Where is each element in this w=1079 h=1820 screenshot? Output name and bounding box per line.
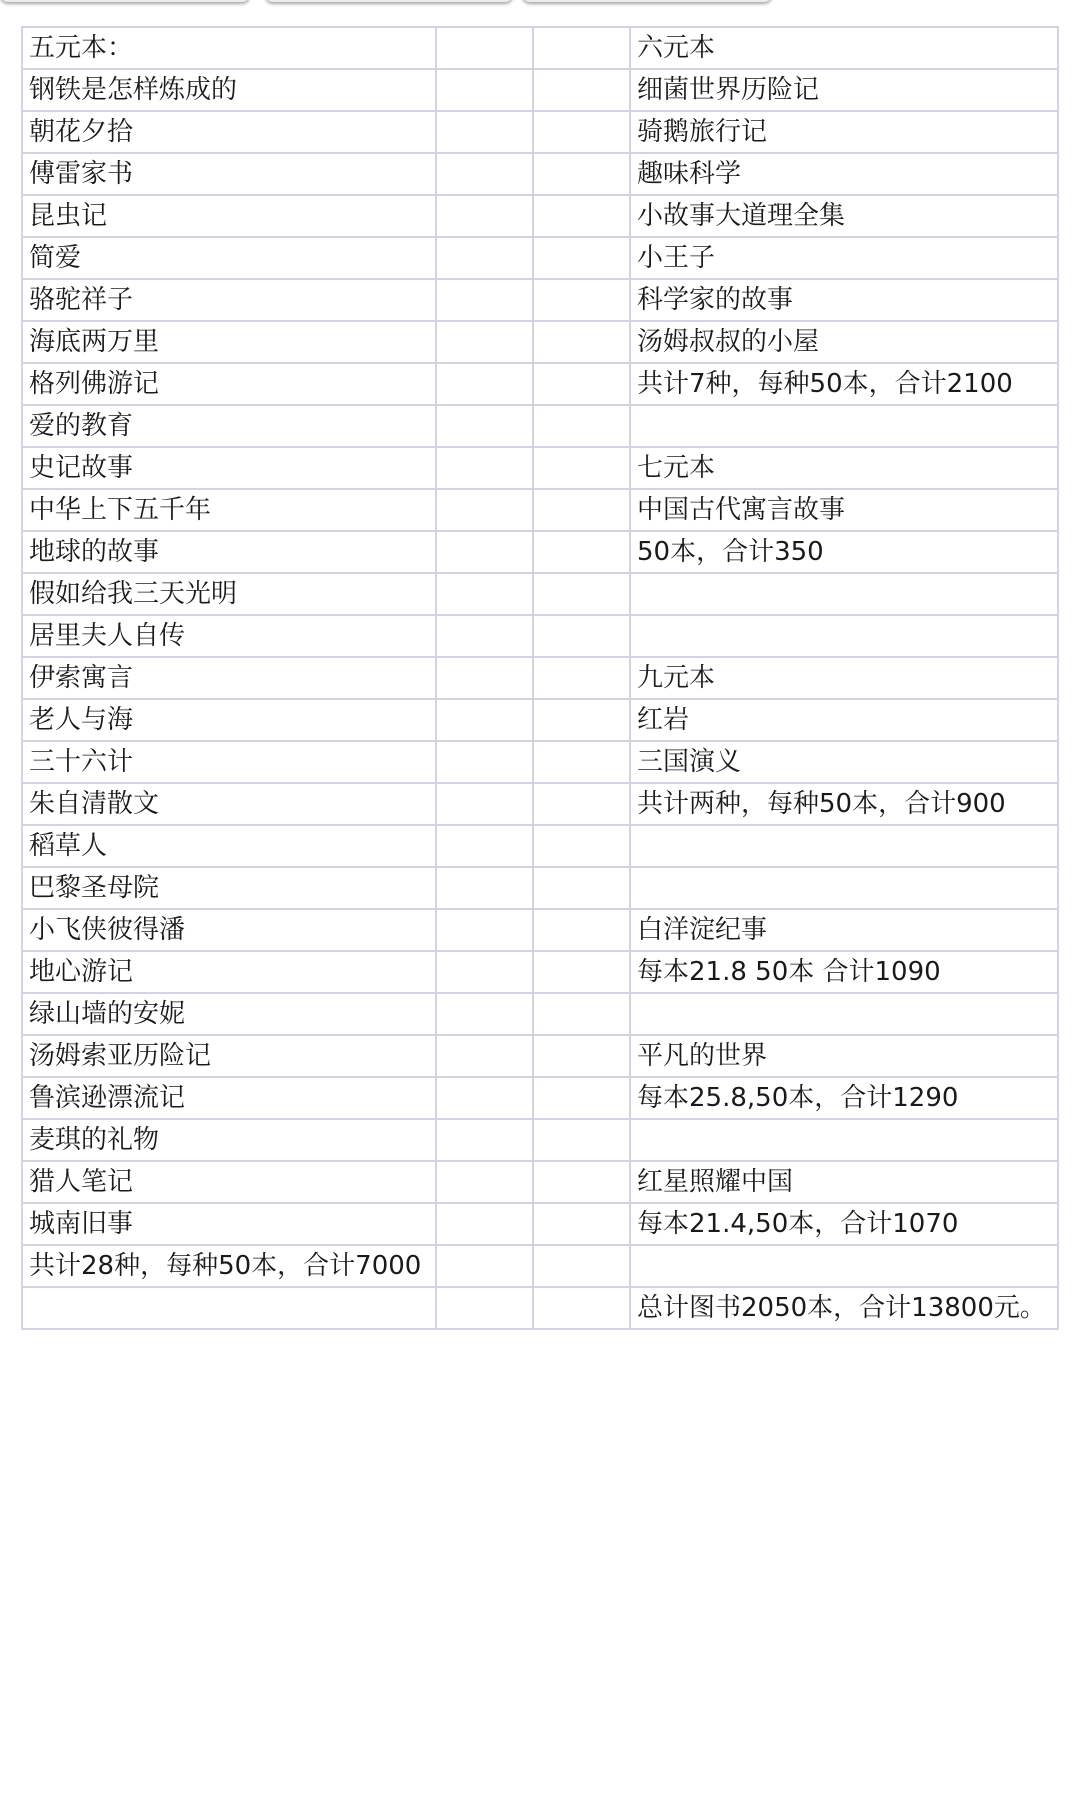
table-row	[22, 909, 1058, 951]
table-cell	[436, 993, 533, 1035]
table-cell	[533, 951, 630, 993]
table-cell: 每本25.8,50本，合计1290	[630, 1077, 1058, 1119]
browser-tab-strip	[0, 0, 1079, 8]
table-row	[22, 867, 1058, 909]
table-cell	[533, 405, 630, 447]
table-row	[22, 699, 1058, 741]
table-row	[22, 153, 1058, 195]
table-cell: 共计28种，每种50本，合计7000	[22, 1245, 436, 1287]
table-cell	[436, 783, 533, 825]
table-cell: 傅雷家书	[22, 153, 436, 195]
table-cell: 海底两万里	[22, 321, 436, 363]
table-row	[22, 237, 1058, 279]
table-cell: 细菌世界历险记	[630, 69, 1058, 111]
table-cell	[533, 573, 630, 615]
table-row	[22, 993, 1058, 1035]
table-cell: 朱自清散文	[22, 783, 436, 825]
table-row	[22, 447, 1058, 489]
table-cell	[436, 1119, 533, 1161]
table-cell	[630, 615, 1058, 657]
table-cell	[533, 69, 630, 111]
book-list-table	[21, 26, 1059, 1330]
table-cell: 骆驼祥子	[22, 279, 436, 321]
table-cell: 科学家的故事	[630, 279, 1058, 321]
table-cell	[436, 405, 533, 447]
table-cell	[436, 489, 533, 531]
table-cell: 小飞侠彼得潘	[22, 909, 436, 951]
table-cell	[436, 111, 533, 153]
table-row	[22, 195, 1058, 237]
table-cell	[533, 1077, 630, 1119]
table-cell	[533, 699, 630, 741]
table-cell: 总计图书2050本，合计13800元。	[630, 1287, 1058, 1329]
table-cell	[436, 951, 533, 993]
table-row	[22, 531, 1058, 573]
table-cell	[533, 1203, 630, 1245]
table-cell	[533, 825, 630, 867]
table-cell	[533, 447, 630, 489]
table-cell: 爱的教育	[22, 405, 436, 447]
table-cell: 每本21.8 50本 合计1090	[630, 951, 1058, 993]
table-cell	[533, 657, 630, 699]
table-cell	[436, 195, 533, 237]
table-cell: 绿山墙的安妮	[22, 993, 436, 1035]
table-cell	[436, 279, 533, 321]
table-cell	[533, 867, 630, 909]
table-cell: 骑鹅旅行记	[630, 111, 1058, 153]
table-row	[22, 615, 1058, 657]
table-cell	[436, 237, 533, 279]
table-row	[22, 363, 1058, 405]
table-cell	[533, 111, 630, 153]
table-row	[22, 1287, 1058, 1329]
table-cell	[436, 1035, 533, 1077]
browser-tab[interactable]	[265, 0, 513, 2]
table-row	[22, 1035, 1058, 1077]
table-row	[22, 279, 1058, 321]
table-cell: 史记故事	[22, 447, 436, 489]
table-cell	[533, 195, 630, 237]
table-cell: 鲁滨逊漂流记	[22, 1077, 436, 1119]
table-cell	[436, 909, 533, 951]
table-row	[22, 951, 1058, 993]
table-cell	[630, 825, 1058, 867]
table-cell	[436, 363, 533, 405]
table-cell	[436, 1245, 533, 1287]
table-cell: 稻草人	[22, 825, 436, 867]
table-cell	[630, 1119, 1058, 1161]
table-cell	[436, 825, 533, 867]
table-row	[22, 111, 1058, 153]
table-cell	[436, 153, 533, 195]
table-cell	[533, 993, 630, 1035]
table-cell: 地心游记	[22, 951, 436, 993]
table-cell: 昆虫记	[22, 195, 436, 237]
table-cell: 汤姆索亚历险记	[22, 1035, 436, 1077]
table-cell	[22, 1287, 436, 1329]
table-cell: 城南旧事	[22, 1203, 436, 1245]
table-cell: 中国古代寓言故事	[630, 489, 1058, 531]
table-cell: 七元本	[630, 447, 1058, 489]
table-cell	[533, 1245, 630, 1287]
table-cell: 朝花夕拾	[22, 111, 436, 153]
table-cell	[436, 657, 533, 699]
table-cell: 共计7种，每种50本，合计2100	[630, 363, 1058, 405]
table-row	[22, 1203, 1058, 1245]
table-cell: 三十六计	[22, 741, 436, 783]
table-cell	[436, 1203, 533, 1245]
table-cell	[436, 531, 533, 573]
table-cell: 红星照耀中国	[630, 1161, 1058, 1203]
table-cell	[436, 27, 533, 69]
table-cell	[436, 867, 533, 909]
table-cell: 五元本：	[22, 27, 436, 69]
table-cell	[533, 321, 630, 363]
table-cell	[436, 447, 533, 489]
table-cell	[436, 1287, 533, 1329]
table-cell: 猎人笔记	[22, 1161, 436, 1203]
table-cell	[630, 405, 1058, 447]
table-cell: 白洋淀纪事	[630, 909, 1058, 951]
table-cell	[533, 153, 630, 195]
table-cell: 中华上下五千年	[22, 489, 436, 531]
table-cell: 九元本	[630, 657, 1058, 699]
table-row	[22, 27, 1058, 69]
table-cell	[533, 1035, 630, 1077]
table-cell: 小王子	[630, 237, 1058, 279]
table-cell	[533, 279, 630, 321]
table-row	[22, 1161, 1058, 1203]
table-cell: 小故事大道理全集	[630, 195, 1058, 237]
table-cell: 伊索寓言	[22, 657, 436, 699]
table-cell: 钢铁是怎样炼成的	[22, 69, 436, 111]
table-cell	[630, 867, 1058, 909]
table-cell	[533, 909, 630, 951]
table-row	[22, 1119, 1058, 1161]
table-cell	[533, 615, 630, 657]
table-cell	[533, 27, 630, 69]
table-cell: 地球的故事	[22, 531, 436, 573]
table-row	[22, 1077, 1058, 1119]
table-cell: 老人与海	[22, 699, 436, 741]
table-cell: 共计两种，每种50本，合计900	[630, 783, 1058, 825]
table-cell	[533, 489, 630, 531]
table-cell: 麦琪的礼物	[22, 1119, 436, 1161]
browser-tab[interactable]	[522, 0, 772, 2]
table-row	[22, 783, 1058, 825]
table-cell	[533, 1287, 630, 1329]
table-row	[22, 657, 1058, 699]
table-cell	[533, 1161, 630, 1203]
table-cell	[533, 531, 630, 573]
table-cell: 简爱	[22, 237, 436, 279]
table-cell	[436, 573, 533, 615]
table-cell: 假如给我三天光明	[22, 573, 436, 615]
table-cell: 三国演义	[630, 741, 1058, 783]
table-cell	[436, 1161, 533, 1203]
table-row	[22, 489, 1058, 531]
table-cell: 红岩	[630, 699, 1058, 741]
table-cell: 每本21.4,50本，合计1070	[630, 1203, 1058, 1245]
table-row	[22, 321, 1058, 363]
table-cell	[630, 1245, 1058, 1287]
table-cell	[533, 1119, 630, 1161]
table-cell	[436, 321, 533, 363]
table-row	[22, 573, 1058, 615]
table-cell: 趣味科学	[630, 153, 1058, 195]
table-cell	[533, 741, 630, 783]
table-row	[22, 405, 1058, 447]
table-row	[22, 69, 1058, 111]
table-cell	[436, 1077, 533, 1119]
table-row	[22, 825, 1058, 867]
table-cell	[436, 615, 533, 657]
table-cell	[436, 69, 533, 111]
table-cell	[533, 783, 630, 825]
table-cell	[533, 363, 630, 405]
browser-tab[interactable]	[0, 0, 250, 2]
book-list-table-body	[22, 27, 1058, 1329]
table-cell	[436, 741, 533, 783]
table-cell	[533, 237, 630, 279]
table-cell	[436, 699, 533, 741]
table-cell: 平凡的世界	[630, 1035, 1058, 1077]
table-cell: 居里夫人自传	[22, 615, 436, 657]
table-cell: 汤姆叔叔的小屋	[630, 321, 1058, 363]
table-cell: 巴黎圣母院	[22, 867, 436, 909]
table-cell	[630, 993, 1058, 1035]
table-row	[22, 1245, 1058, 1287]
table-cell: 六元本	[630, 27, 1058, 69]
table-cell	[630, 573, 1058, 615]
table-cell: 格列佛游记	[22, 363, 436, 405]
table-cell: 50本，合计350	[630, 531, 1058, 573]
table-row	[22, 741, 1058, 783]
